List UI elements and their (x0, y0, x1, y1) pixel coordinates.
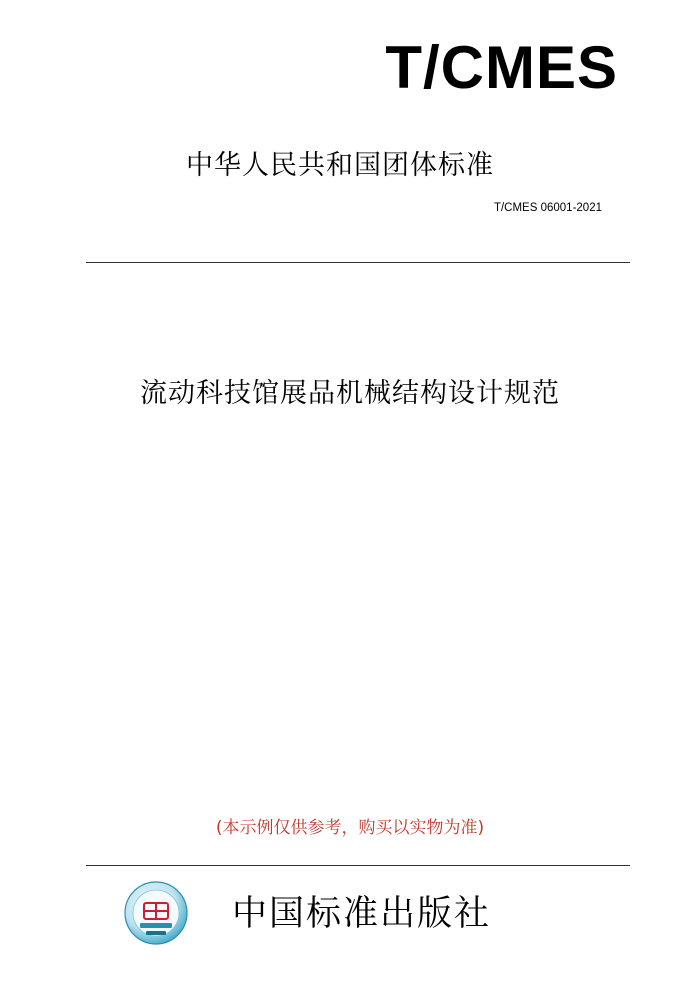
standard-number: T/CMES 06001-2021 (493, 202, 602, 214)
standard-logo-code: T/CMES (385, 34, 618, 101)
top-divider (86, 262, 630, 263)
org-title: 中华人民共和国团体标准 (186, 150, 494, 181)
document-title: 流动科技馆展品机械结构设计规范 (140, 378, 560, 409)
publisher-name: 中国标准出版社 (232, 894, 492, 934)
anti-counterfeit-seal-icon (124, 881, 188, 945)
sample-notice: (本示例仅供参考，购买以实物为准) (215, 818, 485, 838)
bottom-divider (86, 865, 630, 866)
